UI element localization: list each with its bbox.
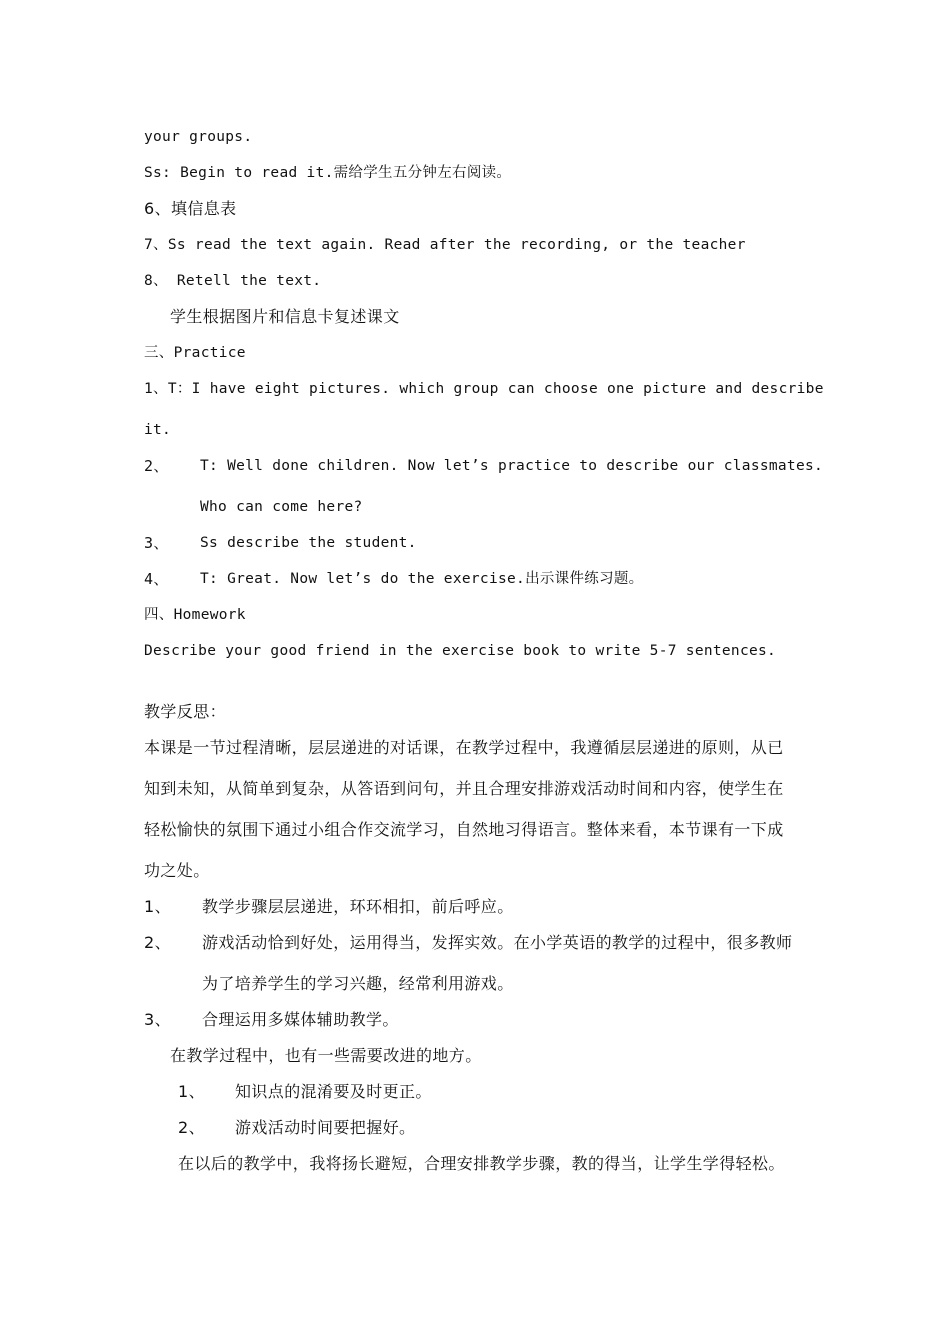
text-line: 7、Ss read the text again. Read after the recording, or the teacher	[144, 237, 746, 253]
list-item: 游戏活动时间要把握好。	[235, 1118, 416, 1137]
list-item: 为了培养学生的学习兴趣，经常利用游戏。	[202, 974, 514, 993]
list-number: 2、	[144, 933, 171, 952]
text-line: T: Great. Now let’s do the exercise.出示课件练习题。	[200, 571, 644, 587]
text-line: Describe your good friend in the exercise book to write 5-7 sentences.	[144, 643, 777, 659]
list-number: 2、	[144, 457, 169, 475]
paragraph-line: 在以后的教学中，我将扬长避短，合理安排教学步骤，教的得当，让学生学得轻松。	[178, 1154, 785, 1173]
list-item: 教学步骤层层递进，环环相扣，前后呼应。	[202, 897, 514, 916]
list-item: 知识点的混淆要及时更正。	[235, 1082, 432, 1101]
list-number: 1、	[144, 897, 171, 916]
text-line: your groups.	[144, 129, 253, 145]
list-number: 3、	[144, 1010, 171, 1029]
section-heading: 四、Homework	[144, 607, 246, 623]
paragraph-line: 功之处。	[144, 861, 210, 880]
list-item: 合理运用多媒体辅助教学。	[202, 1010, 399, 1029]
text-line: 8、 Retell the text.	[144, 273, 322, 289]
list-item: 游戏活动恰到好处，运用得当，发挥实效。在小学英语的教学的过程中，很多教师	[202, 933, 793, 952]
text-line: it.	[144, 422, 172, 438]
list-number: 4、	[144, 570, 169, 588]
reflection-heading: 教学反思：	[144, 702, 227, 721]
text-line: T: Well done children. Now let’s practice to describe our classmates.	[200, 458, 824, 474]
section-heading: 三、Practice	[144, 345, 246, 361]
list-number: 1、	[178, 1082, 205, 1101]
text-line: Ss describe the student.	[200, 535, 417, 551]
paragraph-line: 本课是一节过程清晰，层层递进的对话课，在教学过程中，我遵循层层递进的原则，从已	[144, 738, 784, 757]
list-number: 3、	[144, 534, 169, 552]
paragraph-line: 在教学过程中，也有一些需要改进的地方。	[170, 1046, 482, 1065]
paragraph-line: 知到未知，从简单到复杂，从答语到问句，并且合理安排游戏活动时间和内容，使学生在	[144, 779, 784, 798]
text-line: 学生根据图片和信息卡复述课文	[170, 307, 400, 326]
paragraph-line: 轻松愉快的氛围下通过小组合作交流学习，自然地习得语言。整体来看，本节课有一下成	[144, 820, 784, 839]
text-line: Who can come here?	[200, 499, 363, 515]
step-heading: 6、填信息表	[144, 199, 237, 218]
list-number: 2、	[178, 1118, 205, 1137]
text-line: 1、T：I have eight pictures. which group can choose one picture and describe	[144, 381, 824, 397]
text-line: Ss: Begin to read it.需给学生五分钟左右阅读。	[144, 165, 512, 181]
